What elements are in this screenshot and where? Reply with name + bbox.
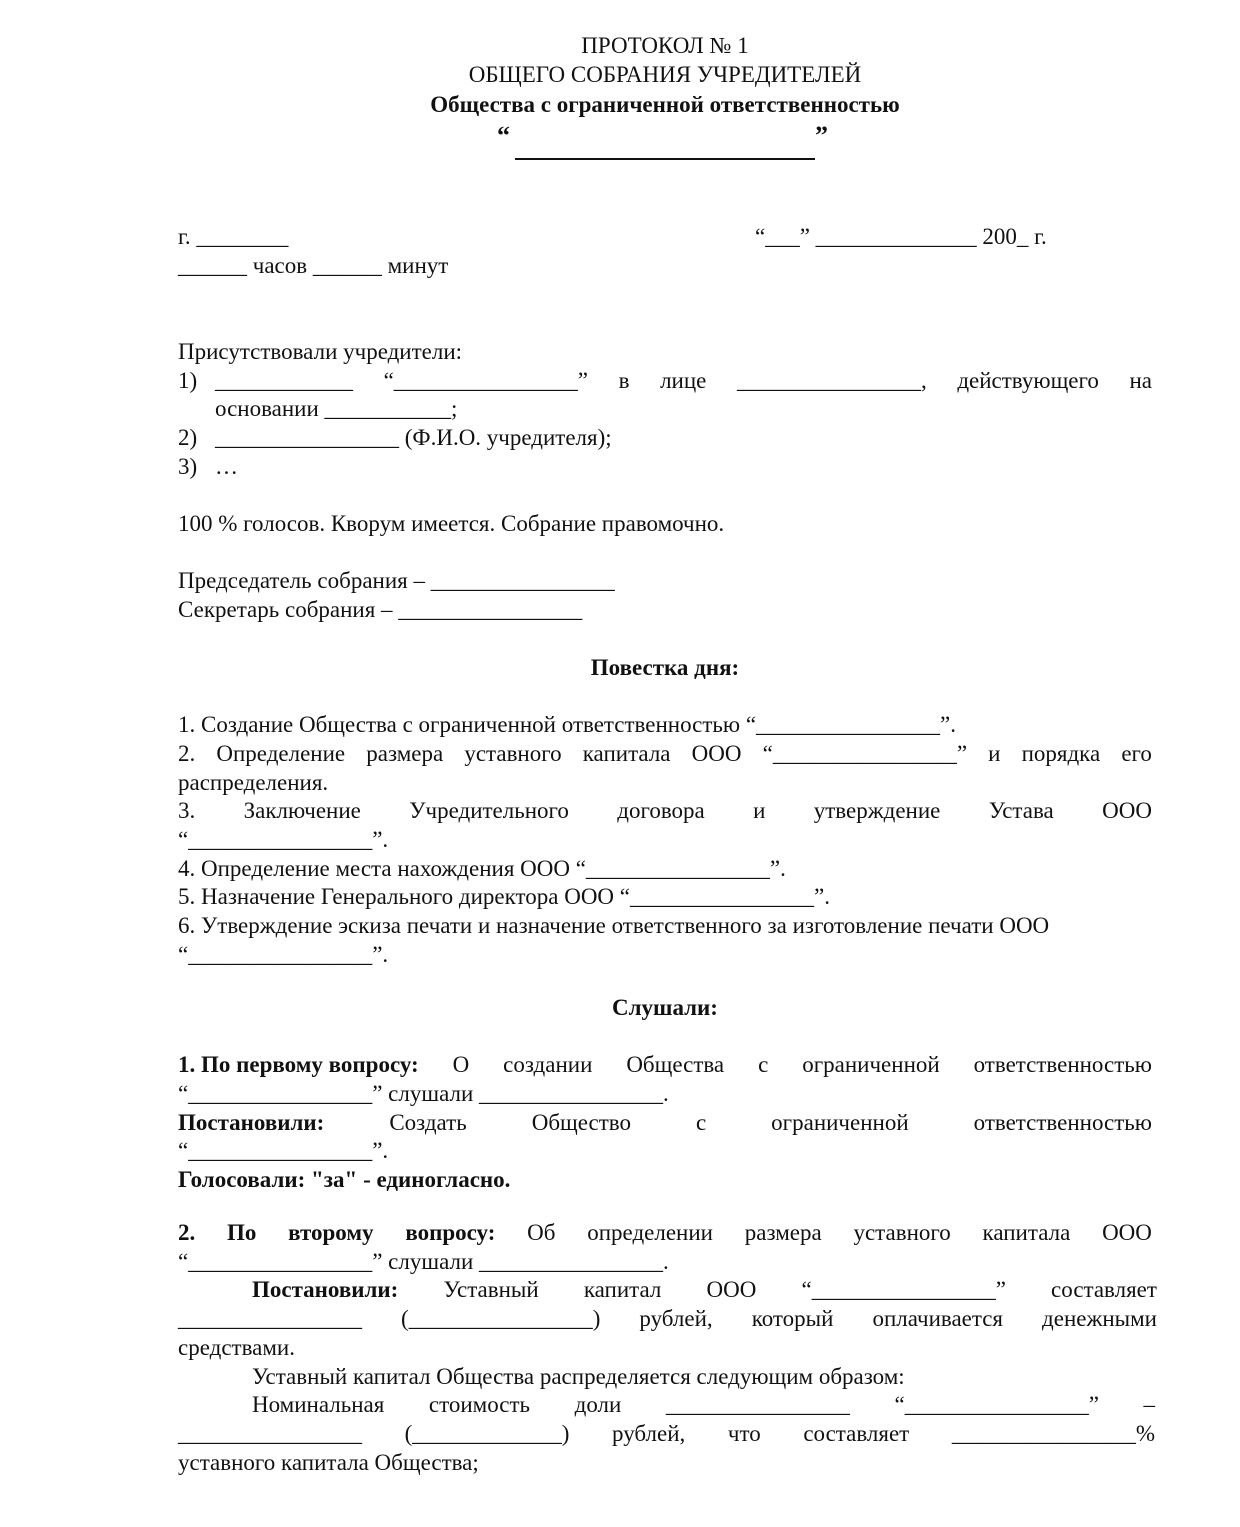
word: ограниченной [802, 1052, 940, 1077]
word: Об [527, 1220, 556, 1245]
word: ООО [1102, 798, 1152, 823]
heard-heading: Слушали: [612, 995, 718, 1020]
question-1-resolution-cont: “________________”. [178, 1138, 389, 1163]
word: который [751, 1306, 834, 1331]
word: 3. [178, 798, 196, 823]
date-field: “___” ______________ 200_ г. [755, 224, 1047, 249]
question-2-line [178, 1220, 1152, 1246]
word: “________________” [762, 741, 968, 766]
agenda-item-6: 6. Утверждение эскиза печати и назначение ответственного за изготовление печати ООО [178, 913, 1050, 938]
word: рублей, [612, 1421, 686, 1446]
attendee-2-number: 2) [178, 425, 198, 450]
word: лице [660, 368, 707, 393]
agenda-item-3 [178, 798, 1152, 824]
agenda-item-5: 5. Назначение Генерального директора ООО “________________”. [178, 884, 830, 909]
question-2-amount-cont: средствами. [178, 1335, 295, 1360]
word: с [695, 1110, 707, 1135]
word: ответственностью [973, 1110, 1152, 1135]
word: Заключение [243, 798, 361, 823]
agenda-item-2-cont: распределения. [178, 770, 329, 795]
attendee-3-text: … [215, 454, 238, 479]
word: Создать [389, 1110, 467, 1135]
company-name-open-quote: “ [497, 121, 510, 150]
agenda-item-4: 4. Определение места нахождения ООО “________________”. [178, 856, 786, 881]
word: 2. [178, 741, 196, 766]
protocol-title: ПРОТОКОЛ № 1 [581, 33, 749, 58]
meeting-title: ОБЩЕГО СОБРАНИЯ УЧРЕДИТЕЛЕЙ [468, 62, 862, 87]
question-1-cont: “________________” слушали ________________. [178, 1081, 669, 1106]
question-2-label-word: По [227, 1220, 257, 1245]
word: размера [744, 1220, 822, 1245]
word: ООО [706, 1277, 757, 1302]
word: создании [503, 1052, 593, 1077]
word: оплачивается [872, 1306, 1003, 1331]
company-name-blank [515, 158, 815, 160]
question-1-label: 1. По первому вопросу: [178, 1052, 419, 1077]
word: О [452, 1052, 470, 1077]
capital-distribution: Уставный капитал Общества распределяется следующим образом: [252, 1364, 905, 1389]
word: капитала [582, 741, 671, 766]
word: (________________) [401, 1306, 601, 1331]
word: размера [366, 741, 444, 766]
word: ООО [691, 741, 742, 766]
word: ________________ [665, 1392, 850, 1417]
word: составляет [803, 1421, 910, 1446]
word: договора [617, 798, 705, 823]
word: “________________” [383, 368, 589, 393]
secretary-field: Секретарь собрания – ________________ [178, 597, 583, 622]
attendee-1-line [215, 368, 1152, 394]
word: – [1143, 1392, 1155, 1417]
nominal-value-line-2 [178, 1421, 1155, 1447]
word: “________________” [801, 1277, 1006, 1302]
word: в [618, 368, 630, 393]
agenda-item-2 [178, 741, 1152, 767]
company-name-close-quote: ” [815, 121, 828, 150]
word: ____________ [215, 368, 353, 393]
agenda-item-3-cont: “________________”. [178, 827, 389, 852]
word: уставного [464, 741, 562, 766]
word: составляет [1051, 1277, 1157, 1302]
word: “________________” [894, 1392, 1099, 1417]
word: ________________% [951, 1421, 1155, 1446]
resolved-label: Постановили: [178, 1110, 325, 1135]
word: стоимость [428, 1392, 531, 1417]
agenda-item-6-cont: “________________”. [178, 942, 389, 967]
word: ограниченной [771, 1110, 909, 1135]
question-1-line [178, 1052, 1152, 1078]
word: Общество [531, 1110, 631, 1135]
question-2-label-word: вопросу: [405, 1220, 496, 1245]
word: и [988, 741, 1001, 766]
time-field: ______ часов ______ минут [178, 253, 449, 278]
word: действующего [957, 368, 1099, 393]
company-type: Общества с ограниченной ответственностью [430, 92, 900, 117]
word: денежными [1042, 1306, 1157, 1331]
word: ________________, [736, 368, 927, 393]
question-2-resolution [252, 1277, 1157, 1303]
question-2-label-num: 2. [178, 1220, 196, 1245]
question-1-resolution [178, 1110, 1152, 1136]
quorum-statement: 100 % голосов. Кворум имеется. Собрание правомочно. [178, 511, 725, 536]
word: капитал [583, 1277, 662, 1302]
word: и [753, 798, 766, 823]
question-2-label-word: второму [288, 1220, 374, 1245]
word: определении [587, 1220, 713, 1245]
question-1-vote: Голосовали: "за" - единогласно. [178, 1167, 511, 1192]
word: порядка [1021, 741, 1101, 766]
resolved-label: Постановили: [252, 1277, 399, 1302]
word: что [727, 1421, 761, 1446]
question-2-cont: “________________” слушали ________________. [178, 1249, 669, 1274]
question-2-amount [178, 1306, 1157, 1332]
attendance-heading: Присутствовали учредители: [178, 339, 463, 364]
word: Определение [216, 741, 346, 766]
word: Номинальная [252, 1392, 385, 1417]
chairman-field: Председатель собрания – ________________ [178, 568, 615, 593]
attendee-2-text: ________________ (Ф.И.О. учредителя); [215, 425, 612, 450]
word: Общества [626, 1052, 725, 1077]
attendee-1-number: 1) [178, 368, 198, 393]
word: Учредительного [409, 798, 569, 823]
word: ________________ [178, 1306, 362, 1331]
agenda-item-1: 1. Создание Общества с ограниченной ответственностью “________________”. [178, 712, 956, 737]
word: рублей, [639, 1306, 713, 1331]
city-field: г. ________ [178, 224, 289, 249]
word: (_____________) [404, 1421, 570, 1446]
word: доли [574, 1392, 622, 1417]
agenda-heading: Повестка дня: [590, 655, 740, 680]
word: капитала [982, 1220, 1071, 1245]
word: ________________ [178, 1421, 362, 1446]
nominal-value-cont: уставного капитала Общества; [178, 1450, 479, 1475]
word: утверждение [813, 798, 941, 823]
word: ООО [1102, 1220, 1152, 1245]
word: его [1121, 741, 1152, 766]
word: Уставный [443, 1277, 539, 1302]
nominal-value-line [252, 1392, 1155, 1418]
word: уставного [853, 1220, 951, 1245]
word: на [1129, 368, 1152, 393]
word: ответственностью [973, 1052, 1152, 1077]
attendee-1-basis: основании ___________; [215, 396, 458, 421]
word: Устава [988, 798, 1054, 823]
attendee-3-number: 3) [178, 454, 198, 479]
word: с [758, 1052, 769, 1077]
